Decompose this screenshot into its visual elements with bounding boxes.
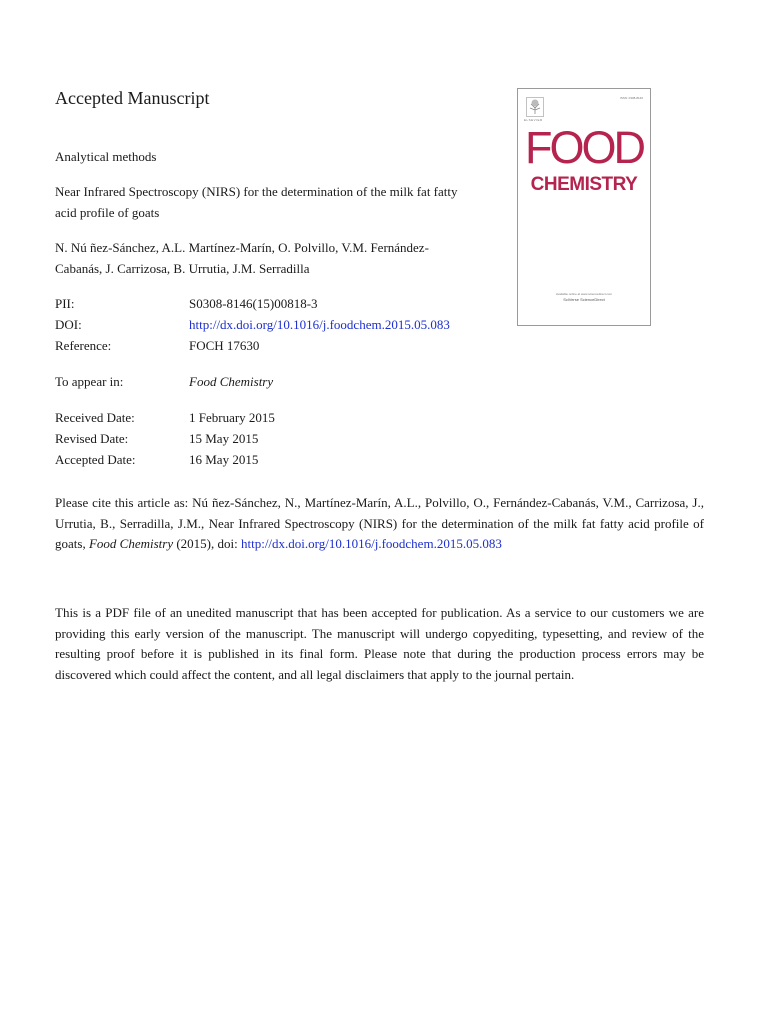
- elsevier-tree-logo-icon: [526, 97, 544, 117]
- received-date-value: 1 February 2015: [189, 410, 275, 425]
- revised-date-label: Revised Date:: [55, 431, 129, 446]
- received-date-label: Received Date:: [55, 410, 135, 425]
- doi-link[interactable]: http://dx.doi.org/10.1016/j.foodchem.2015.05.083: [189, 317, 450, 332]
- authors-line-2: Cabanás, J. Carrizosa, B. Urrutia, J.M. Serradilla: [55, 261, 310, 276]
- citation-doi-link[interactable]: http://dx.doi.org/10.1016/j.foodchem.2015.05.083: [240, 536, 502, 551]
- article-title-line-2: acid profile of goats: [55, 205, 160, 220]
- reference-value: FOCH 17630: [189, 338, 260, 353]
- cover-issn: ISSN: 0308-8146: [619, 96, 643, 100]
- revised-date-value: 15 May 2015: [189, 431, 259, 446]
- reference-label: Reference:: [55, 338, 112, 353]
- journal-cover: [517, 88, 651, 326]
- accepted-date-label: Accepted Date:: [55, 452, 136, 467]
- citation-journal: Food Chemistry: [88, 536, 174, 551]
- article-section: Analytical methods: [55, 149, 157, 164]
- cover-title-food: FOOD: [525, 122, 643, 173]
- cover-availability: Available online at www.sciencedirect.com: [555, 292, 613, 296]
- doi-label: DOI:: [55, 317, 82, 332]
- article-title-line-1: Near Infrared Spectroscopy (NIRS) for the determination of the milk fat fatty: [55, 184, 458, 199]
- page-heading: Accepted Manuscript: [55, 88, 210, 108]
- appear-in-label: To appear in:: [55, 374, 124, 389]
- authors-line-1: N. Nú ñez-Sánchez, A.L. Martínez-Marín, O. Polvillo, V.M. Fernández-: [55, 240, 429, 255]
- pii-label: PII:: [55, 296, 75, 311]
- pii-value: S0308-8146(15)00818-3: [189, 296, 318, 311]
- cover-publisher: ELSEVIER: [524, 118, 543, 122]
- cover-title-chemistry: CHEMISTRY: [530, 174, 638, 195]
- accepted-date-value: 16 May 2015: [189, 452, 259, 467]
- citation-year: (2015), doi:: [173, 536, 241, 551]
- journal-name: Food Chemistry: [189, 374, 274, 389]
- disclaimer-paragraph: This is a PDF file of an unedited manuscript that has been accepted for publication. As a service to our customers we are providing this early version of the manuscript. The manuscript will undergo copyediting, typesetting, and review of the resulting proof before it is published in its final form. Please note that during the production process errors may be discovered which could affect the content, and all legal disclaimers that apply to the journal pertain.: [55, 605, 704, 682]
- cover-platform: SciVerse ScienceDirect: [563, 297, 605, 302]
- citation-text: Please cite this article as: Nú ñez-Sánchez, N., Martínez-Marín, A.L., Polvillo, O., Fernández-Cabanás, V.M., Carrizosa, J., Urrutia, B., Serradilla, J.M., Near Infrared Spectroscopy (NIRS) for the determination of the milk fat fatty acid profile of goats,: [55, 495, 704, 551]
- citation-paragraph: [55, 493, 704, 555]
